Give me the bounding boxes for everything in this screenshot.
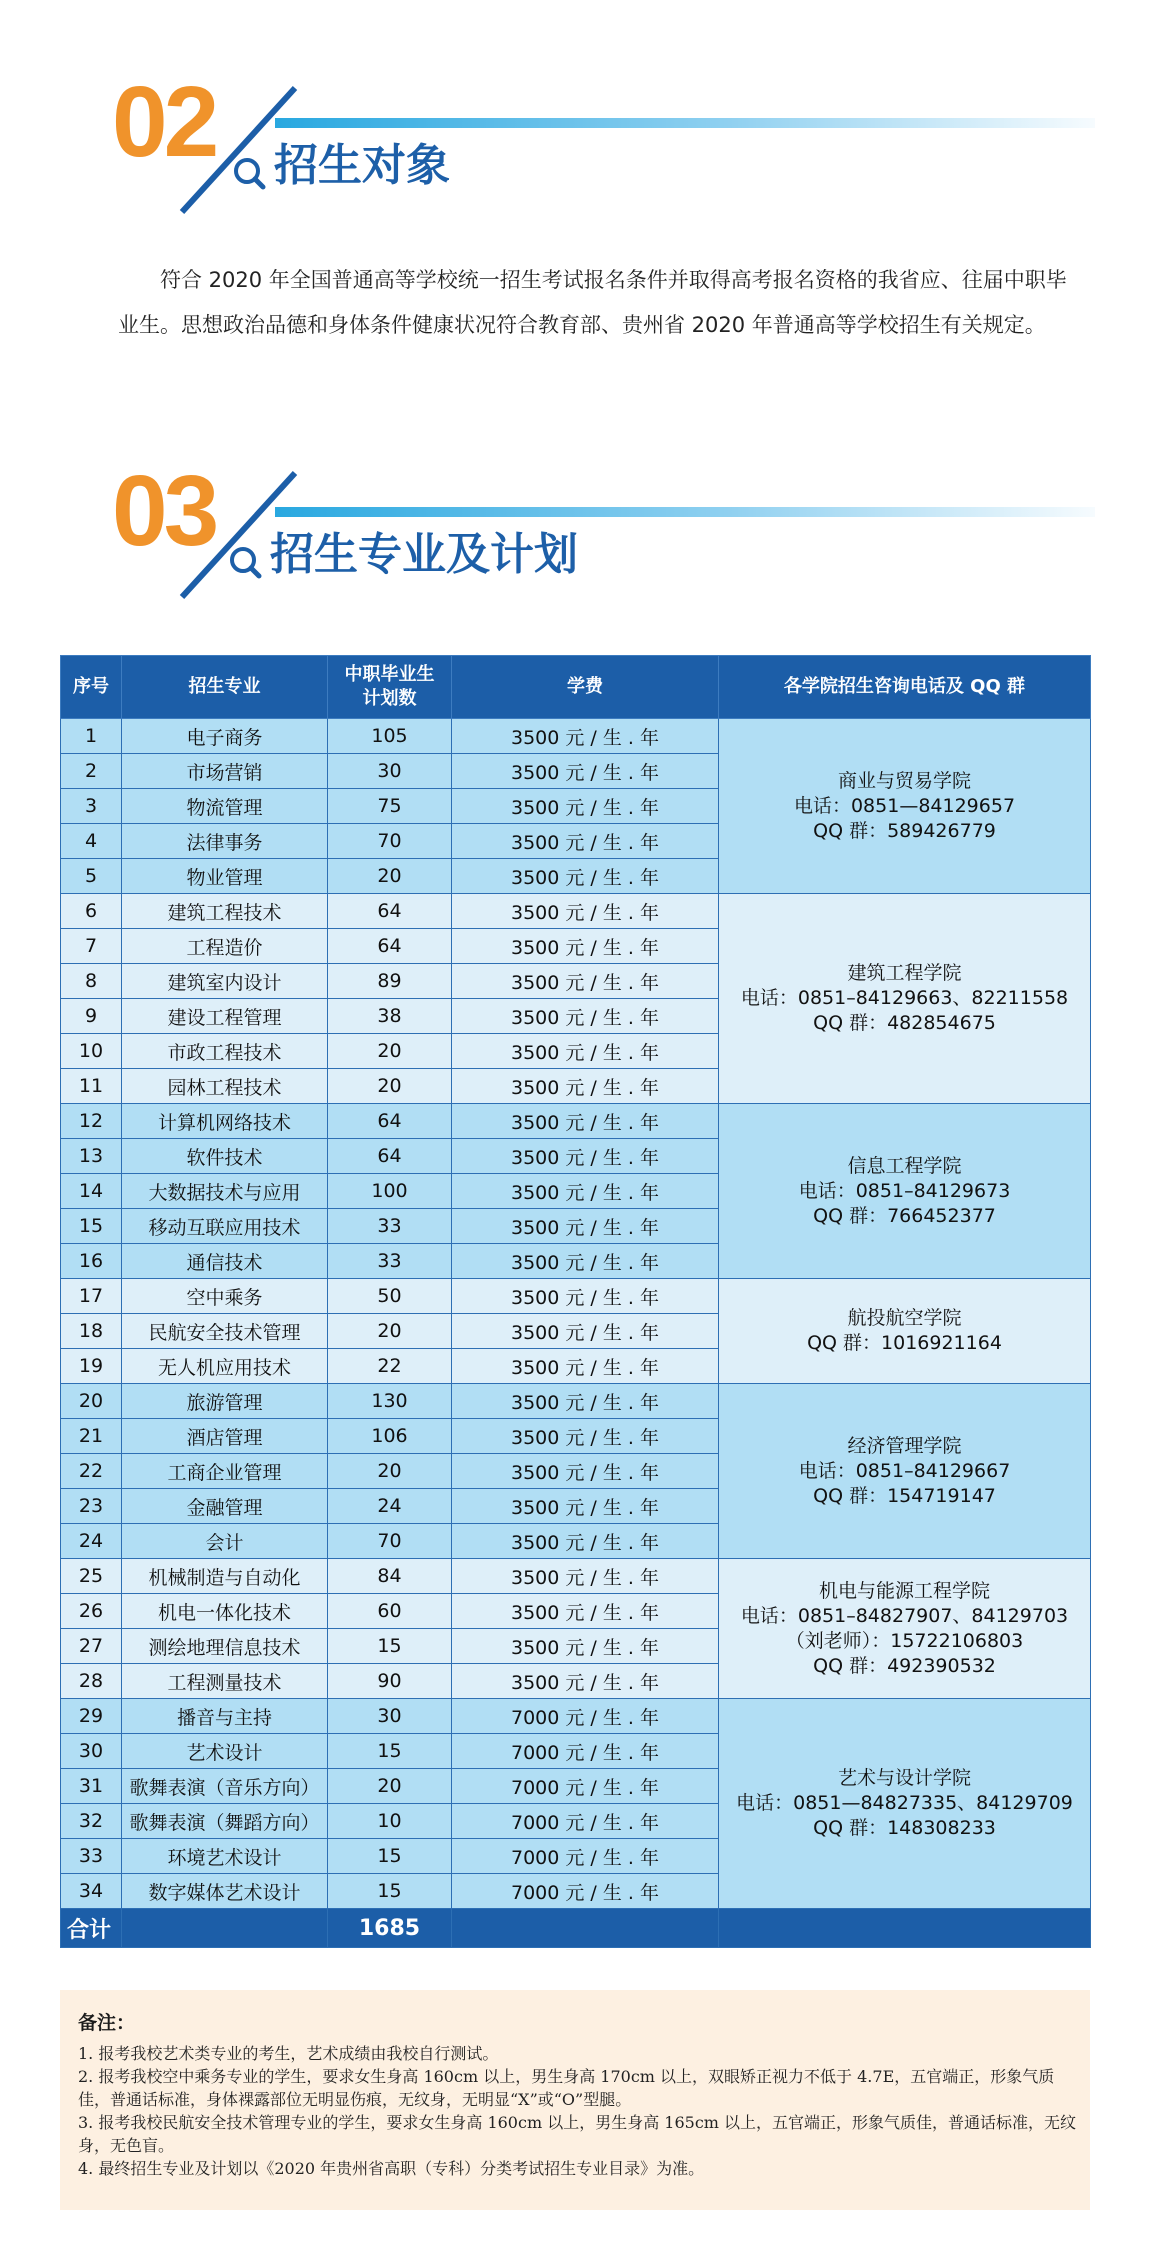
cell-tuition: 3500 元 / 生 . 年: [452, 754, 719, 789]
cell-tuition: 3500 元 / 生 . 年: [452, 1594, 719, 1629]
cell-plan-count: 20: [328, 1314, 452, 1349]
cell-major: 工程测量技术: [122, 1664, 328, 1699]
cell-major: 建筑室内设计: [122, 964, 328, 999]
cell-major: 移动互联应用技术: [122, 1209, 328, 1244]
cell-major: 机械制造与自动化: [122, 1559, 328, 1594]
cell-index: 12: [61, 1104, 122, 1139]
cell-plan-count: 130: [328, 1384, 452, 1419]
cell-index: 7: [61, 929, 122, 964]
college-contact: [719, 1279, 1091, 1384]
notes-box: [60, 1990, 1090, 2210]
cell-major: 机电一体化技术: [122, 1594, 328, 1629]
total-spacer: [122, 1909, 328, 1948]
contact-line: 商业与贸易学院: [837, 769, 971, 792]
cell-plan-count: 15: [328, 1839, 452, 1874]
total-spacer: [452, 1909, 719, 1948]
contact-line: QQ 群：148308233: [813, 1817, 996, 1839]
cell-tuition: 3500 元 / 生 . 年: [452, 859, 719, 894]
cell-tuition: 3500 元 / 生 . 年: [452, 1174, 719, 1209]
cell-tuition: 3500 元 / 生 . 年: [452, 1349, 719, 1384]
college-contact: [719, 1384, 1091, 1559]
cell-plan-count: 15: [328, 1734, 452, 1769]
cell-major: 旅游管理: [122, 1384, 328, 1419]
cell-index: 22: [61, 1454, 122, 1489]
cell-plan-count: 75: [328, 789, 452, 824]
cell-index: 13: [61, 1139, 122, 1174]
cell-tuition: 3500 元 / 生 . 年: [452, 999, 719, 1034]
cell-plan-count: 33: [328, 1209, 452, 1244]
cell-plan-count: 20: [328, 859, 452, 894]
cell-plan-count: 50: [328, 1279, 452, 1314]
cell-tuition: 3500 元 / 生 . 年: [452, 1069, 719, 1104]
cell-index: 10: [61, 1034, 122, 1069]
cell-index: 17: [61, 1279, 122, 1314]
cell-plan-count: 70: [328, 1524, 452, 1559]
cell-plan-count: 90: [328, 1664, 452, 1699]
section-02-number: 02: [112, 66, 216, 178]
cell-index: 5: [61, 859, 122, 894]
header-index: 序号: [61, 656, 122, 719]
cell-index: 33: [61, 1839, 122, 1874]
contact-line: 艺术与设计学院: [837, 1767, 971, 1789]
notes-list: [78, 2042, 1078, 2180]
cell-tuition: 3500 元 / 生 . 年: [452, 1384, 719, 1419]
table-body: [61, 719, 1091, 1909]
table-row: [61, 894, 1091, 929]
contact-line: QQ 群：492390532: [813, 1654, 996, 1677]
header-plan-count: 中职毕业生 计划数: [328, 656, 452, 719]
note-item: 4. 最终招生专业及计划以《2020 年贵州省高职（专科）分类考试招生专业目录》为准。: [78, 2159, 705, 2178]
cell-major: 空中乘务: [122, 1279, 328, 1314]
cell-index: 28: [61, 1664, 122, 1699]
cell-major: 软件技术: [122, 1139, 328, 1174]
contact-line: 经济管理学院: [847, 1434, 962, 1457]
cell-plan-count: 106: [328, 1419, 452, 1454]
cell-major: 物流管理: [122, 789, 328, 824]
college-contact: [719, 719, 1091, 894]
cell-tuition: 7000 元 / 生 . 年: [452, 1804, 719, 1839]
cell-major: 民航安全技术管理: [122, 1314, 328, 1349]
cell-plan-count: 105: [328, 719, 452, 754]
table-header-row: [61, 656, 1091, 719]
cell-plan-count: 64: [328, 894, 452, 929]
cell-plan-count: 100: [328, 1174, 452, 1209]
cell-tuition: 7000 元 / 生 . 年: [452, 1699, 719, 1734]
contact-line: 航投航空学院: [847, 1307, 962, 1329]
total-spacer: [719, 1909, 1091, 1948]
intro-text: 符合 2020 年全国普通高等学校统一招生考试报名条件并取得高考报名资格的我省应、往届中职毕业生。思想政治品德和身体条件健康状况符合教育部、贵州省 2020 年普通高等学校招生有关规定。: [118, 268, 1067, 337]
section-02-title: 招生对象: [274, 140, 450, 191]
cell-plan-count: 15: [328, 1629, 452, 1664]
cell-major: 会计: [122, 1524, 328, 1559]
cell-index: 18: [61, 1314, 122, 1349]
note-item: 1. 报考我校艺术类专业的考生，艺术成绩由我校自行测试。: [78, 2044, 499, 2063]
gradient-bar: [275, 507, 1095, 517]
cell-index: 15: [61, 1209, 122, 1244]
header-tuition: 学费: [452, 656, 719, 719]
cell-plan-count: 33: [328, 1244, 452, 1279]
cell-tuition: 3500 元 / 生 . 年: [452, 719, 719, 754]
cell-major: 播音与主持: [122, 1699, 328, 1734]
cell-plan-count: 84: [328, 1559, 452, 1594]
cell-index: 14: [61, 1174, 122, 1209]
cell-index: 32: [61, 1804, 122, 1839]
cell-tuition: 3500 元 / 生 . 年: [452, 1559, 719, 1594]
cell-tuition: 3500 元 / 生 . 年: [452, 1664, 719, 1699]
cell-major: 电子商务: [122, 719, 328, 754]
cell-tuition: 7000 元 / 生 . 年: [452, 1734, 719, 1769]
cell-tuition: 3500 元 / 生 . 年: [452, 1209, 719, 1244]
contact-line: QQ 群：1016921164: [807, 1332, 1002, 1354]
college-contact: [719, 894, 1091, 1104]
note-item: 3. 报考我校民航安全技术管理专业的学生，要求女生身高 160cm 以上，男生身高 165cm 以上，五官端正，形象气质佳，普通话标准，无纹身，无色盲。: [78, 2113, 1077, 2155]
cell-plan-count: 20: [328, 1454, 452, 1489]
section-03-number: 03: [112, 455, 216, 567]
total-row: [61, 1909, 1091, 1948]
enrollment-plan-table: [60, 655, 1091, 1948]
total-label: 合计: [61, 1909, 122, 1948]
intro-paragraph: [118, 258, 1068, 348]
table-row: [61, 719, 1091, 754]
cell-plan-count: 89: [328, 964, 452, 999]
cell-tuition: 7000 元 / 生 . 年: [452, 1839, 719, 1874]
cell-major: 市政工程技术: [122, 1034, 328, 1069]
cell-index: 2: [61, 754, 122, 789]
contact-line: QQ 群：154719147: [813, 1484, 996, 1507]
cell-index: 24: [61, 1524, 122, 1559]
cell-tuition: 7000 元 / 生 . 年: [452, 1769, 719, 1804]
cell-tuition: 3500 元 / 生 . 年: [452, 1629, 719, 1664]
table-row: [61, 1384, 1091, 1419]
table-row: [61, 1279, 1091, 1314]
cell-index: 3: [61, 789, 122, 824]
header-major: 招生专业: [122, 656, 328, 719]
cell-major: 计算机网络技术: [122, 1104, 328, 1139]
cell-major: 测绘地理信息技术: [122, 1629, 328, 1664]
cell-plan-count: 24: [328, 1489, 452, 1524]
cell-index: 27: [61, 1629, 122, 1664]
cell-tuition: 7000 元 / 生 . 年: [452, 1874, 719, 1909]
section-02-header: [0, 60, 1153, 220]
contact-line: 信息工程学院: [847, 1154, 962, 1177]
cell-index: 34: [61, 1874, 122, 1909]
cell-tuition: 3500 元 / 生 . 年: [452, 789, 719, 824]
contact-line: 建筑工程学院: [847, 962, 962, 984]
cell-plan-count: 22: [328, 1349, 452, 1384]
contact-line: QQ 群：482854675: [813, 1012, 996, 1034]
cell-tuition: 3500 元 / 生 . 年: [452, 964, 719, 999]
note-item: 2. 报考我校空中乘务专业的学生，要求女生身高 160cm 以上，男生身高 170cm 以上，双眼矫正视力不低于 4.7E，五官端正，形象气质佳，普通话标准，身体裸露部位无明显伤痕，无纹身，无明显“X”或“O”型腿。: [78, 2067, 1055, 2109]
cell-major: 歌舞表演（舞蹈方向）: [122, 1804, 328, 1839]
cell-major: 数字媒体艺术设计: [122, 1874, 328, 1909]
contact-line: （刘老师）：15722106803: [785, 1629, 1024, 1652]
contact-line: QQ 群：589426779: [813, 819, 996, 842]
cell-major: 酒店管理: [122, 1419, 328, 1454]
college-contact: [719, 1699, 1091, 1909]
cell-major: 通信技术: [122, 1244, 328, 1279]
cell-tuition: 3500 元 / 生 . 年: [452, 1104, 719, 1139]
cell-tuition: 3500 元 / 生 . 年: [452, 1524, 719, 1559]
cell-tuition: 3500 元 / 生 . 年: [452, 824, 719, 859]
college-contact: [719, 1559, 1091, 1699]
cell-major: 市场营销: [122, 754, 328, 789]
cell-index: 16: [61, 1244, 122, 1279]
cell-plan-count: 20: [328, 1069, 452, 1104]
cell-index: 19: [61, 1349, 122, 1384]
cell-plan-count: 20: [328, 1034, 452, 1069]
cell-tuition: 3500 元 / 生 . 年: [452, 1454, 719, 1489]
cell-major: 金融管理: [122, 1489, 328, 1524]
cell-plan-count: 30: [328, 754, 452, 789]
cell-plan-count: 64: [328, 1104, 452, 1139]
contact-line: 电话：0851–84827907、84129703: [740, 1604, 1069, 1627]
cell-major: 工商企业管理: [122, 1454, 328, 1489]
section-03-header: [0, 455, 1153, 615]
cell-index: 25: [61, 1559, 122, 1594]
cell-major: 工程造价: [122, 929, 328, 964]
search-icon: [232, 156, 266, 190]
cell-major: 建设工程管理: [122, 999, 328, 1034]
cell-major: 环境艺术设计: [122, 1839, 328, 1874]
cell-plan-count: 10: [328, 1804, 452, 1839]
college-contact: [719, 1104, 1091, 1279]
cell-major: 无人机应用技术: [122, 1349, 328, 1384]
contact-line: 电话：0851–84129673: [798, 1179, 1011, 1202]
cell-index: 8: [61, 964, 122, 999]
table-row: [61, 1104, 1091, 1139]
cell-tuition: 3500 元 / 生 . 年: [452, 1244, 719, 1279]
cell-major: 歌舞表演（音乐方向）: [122, 1769, 328, 1804]
cell-index: 6: [61, 894, 122, 929]
notes-title: 备注：: [78, 2012, 136, 2034]
table-row: [61, 1559, 1091, 1594]
cell-tuition: 3500 元 / 生 . 年: [452, 1419, 719, 1454]
contact-line: QQ 群：766452377: [813, 1204, 996, 1227]
total-value: 1685: [328, 1909, 452, 1948]
cell-major: 法律事务: [122, 824, 328, 859]
cell-index: 30: [61, 1734, 122, 1769]
cell-tuition: 3500 元 / 生 . 年: [452, 1279, 719, 1314]
cell-tuition: 3500 元 / 生 . 年: [452, 1139, 719, 1174]
contact-line: 电话：0851–84129667: [798, 1459, 1011, 1482]
cell-plan-count: 30: [328, 1699, 452, 1734]
cell-tuition: 3500 元 / 生 . 年: [452, 1034, 719, 1069]
cell-plan-count: 15: [328, 1874, 452, 1909]
section-03-title: 招生专业及计划: [270, 529, 578, 580]
cell-plan-count: 64: [328, 929, 452, 964]
cell-major: 大数据技术与应用: [122, 1174, 328, 1209]
contact-line: 电话：0851–84129663、82211558: [740, 987, 1069, 1009]
contact-line: 机电与能源工程学院: [818, 1579, 990, 1602]
cell-index: 11: [61, 1069, 122, 1104]
cell-index: 23: [61, 1489, 122, 1524]
contact-line: 电话：0851—84827335、84129709: [736, 1792, 1073, 1814]
cell-plan-count: 60: [328, 1594, 452, 1629]
search-icon: [228, 545, 262, 579]
cell-tuition: 3500 元 / 生 . 年: [452, 929, 719, 964]
cell-major: 物业管理: [122, 859, 328, 894]
cell-index: 26: [61, 1594, 122, 1629]
cell-index: 1: [61, 719, 122, 754]
cell-tuition: 3500 元 / 生 . 年: [452, 894, 719, 929]
cell-major: 建筑工程技术: [122, 894, 328, 929]
cell-plan-count: 64: [328, 1139, 452, 1174]
table-row: [61, 1699, 1091, 1734]
cell-index: 29: [61, 1699, 122, 1734]
cell-major: 园林工程技术: [122, 1069, 328, 1104]
cell-major: 艺术设计: [122, 1734, 328, 1769]
cell-index: 20: [61, 1384, 122, 1419]
cell-index: 31: [61, 1769, 122, 1804]
gradient-bar: [275, 118, 1095, 128]
cell-index: 4: [61, 824, 122, 859]
cell-tuition: 3500 元 / 生 . 年: [452, 1489, 719, 1524]
cell-index: 21: [61, 1419, 122, 1454]
cell-plan-count: 38: [328, 999, 452, 1034]
cell-tuition: 3500 元 / 生 . 年: [452, 1314, 719, 1349]
cell-plan-count: 20: [328, 1769, 452, 1804]
header-contact: 各学院招生咨询电话及 QQ 群: [719, 656, 1091, 719]
cell-plan-count: 70: [328, 824, 452, 859]
cell-index: 9: [61, 999, 122, 1034]
contact-line: 电话：0851—84129657: [793, 794, 1016, 817]
